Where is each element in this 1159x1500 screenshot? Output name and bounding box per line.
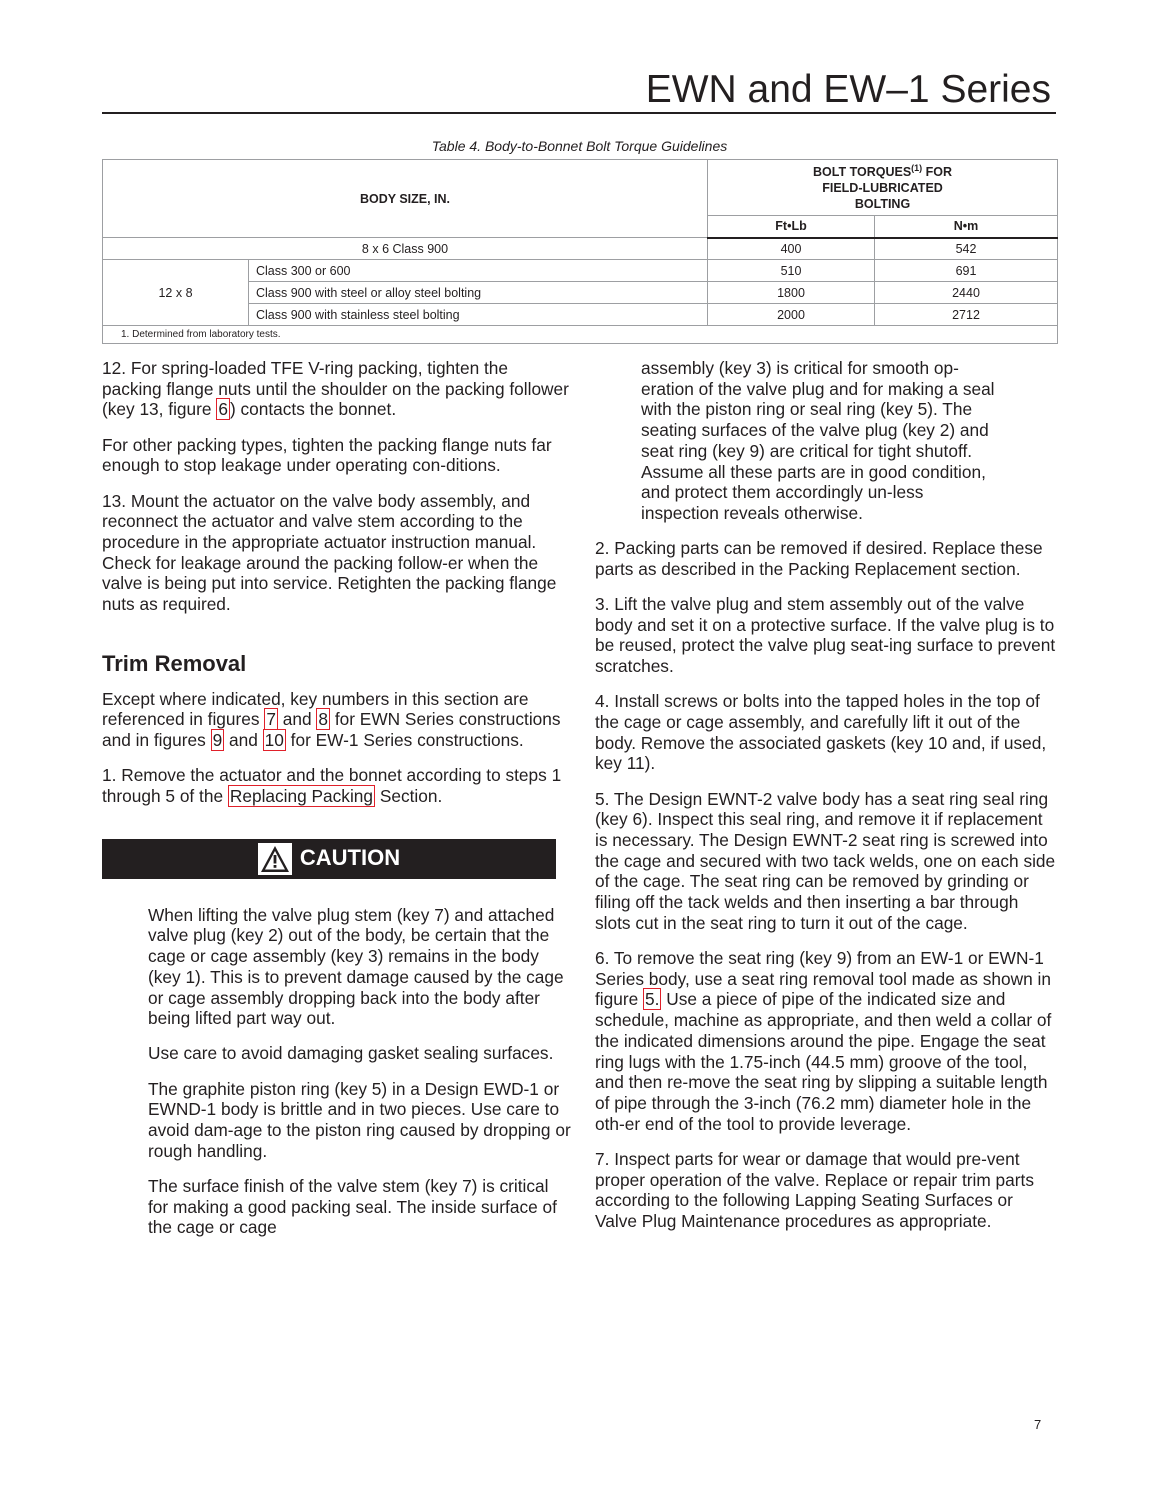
table-row [103,260,1058,282]
step-12-text-b: ) contacts the bonnet. [229,399,397,420]
step-6-paragraph [595,948,1057,1134]
step-2-paragraph: 2. Packing parts can be removed if desired. Replace these parts as described in the Packing Replacement section. [595,538,1043,579]
table-caption: Table 4. Body-to-Bonnet Bolt Torque Guidelines [431,138,728,154]
torque-header-line1: BOLT TORQUES [813,164,912,179]
step-6-text-a: 6. To remove the seat ring (key 9) from an EW-1 or EWN-1 Series body, use a seat ring removal tool made as shown in figure [595,948,1051,1010]
page-number: 7 [1034,1417,1042,1432]
torque-header-line2: FIELD-LUBRICATED [822,180,943,195]
row-nm: 691 [875,260,1058,282]
caution-paragraph: Use care to avoid damaging gasket sealing surfaces. [148,1043,554,1064]
intro-text-e: for EW-1 Series constructions. [285,730,524,751]
step-1-text-b: Section. [375,786,443,807]
row-ftlb: 400 [708,238,875,260]
unit-ftlb: Ft•Lb [708,216,875,238]
other-packing-paragraph: For other packing types, tighten the packing flange nuts far enough to stop leakage under operating con-ditions. [102,434,552,476]
figure-7-link[interactable]: 7 [266,709,276,730]
caution-banner [102,839,556,879]
caution-paragraph: The graphite piston ring (key 5) in a Design EWD-1 or EWND-1 body is brittle and in two pieces. Use care to avoid dam-age to the piston ring caused by dropping or rough handling. [148,1078,571,1161]
step-13-paragraph: 13. Mount the actuator on the valve body assembly, and reconnect the actuator and valve stem according to the procedure in the appropriate actuator instruction manual. Check for leakage around the packing follow-er when the valve is being put into service. Retighten the packing flange nuts as required. [102,490,557,615]
row-ftlb: 2000 [708,304,875,326]
row-label: 8 x 6 Class 900 [103,238,708,260]
step-4-paragraph: 4. Install screws or bolts into the tapped holes in the top of the cage or cage assembly, and carefully lift it out of the body. Remove the associated gaskets (key 10 and, if used, key 11). [595,691,1047,774]
table-row [103,238,1058,260]
intro-text-b: and [277,709,317,730]
table-header-row [103,160,1058,216]
torque-header-line3: BOLTING [854,196,911,211]
document-title: EWN and EW–1 Series [645,68,1051,111]
step-1-paragraph [102,765,572,806]
row-nm: 2712 [875,304,1058,326]
intro-text-d: and [224,730,263,751]
figure-6-link[interactable]: 6 [218,399,228,420]
step-12-text-a: 12. For spring-loaded TFE V-ring packing, tighten the packing flange nuts until the shoulder on the packing follower (key 13, figure [102,358,569,420]
right-column [595,358,1065,1246]
row-label: Class 900 with stainless steel bolting [249,304,708,326]
unit-nm: N•m [875,216,1058,238]
caution-paragraph: When lifting the valve plug stem (key 7) and attached valve plug (key 2) out of the body, be certain that the cage or cage assembly (key 3) remains in the body (key 1). This is to prevent damage caused by the cage or cage assembly dropping back into the body after being lifted part way out. [148,904,564,1029]
section-heading-trim-removal: Trim Removal [102,650,247,676]
row-nm: 2440 [875,282,1058,304]
step-12-paragraph [102,358,572,420]
step-6-text-b: Use a piece of pipe of the indicated size and schedule, machine as appropriate, and then weld a collar of the indicated dimensions around the pipe. Engage the seat ring lugs with the 1.75-inch (44.5 mm) groove of the tool, and then re-move the seat ring by slipping a suitable length of pipe through the 3-inch (76.2 mm) diameter hole in the oth-er end of the tool to provide leverage. [595,989,1052,1134]
header-rule [102,112,1056,114]
footnote-marker: (1) [911,162,923,173]
figure-5-link[interactable]: 5. [645,989,660,1010]
step-3-paragraph: 3. Lift the valve plug and stem assembly out of the valve body and set it on a protective surface. If the valve plug is to be reused, protect the valve plug seat-ing surface to prevent scratches. [595,594,1056,677]
row-nm: 542 [875,238,1058,260]
figure-10-link[interactable]: 10 [264,730,284,751]
caution-body [102,905,572,1238]
caution-paragraph: The surface finish of the valve stem (key 7) is critical for making a good packing seal. The inside surface of the cage or cage [148,1175,557,1238]
figure-8-link[interactable]: 8 [318,709,329,730]
table-footnote-row [103,326,1058,344]
caution-label: CAUTION [299,845,401,871]
figure-9-link[interactable]: 9 [212,730,223,751]
torque-header-line1-suffix: FOR [922,164,953,179]
intro-text-c: for EWN Series constructions and in figures [102,709,561,751]
left-column [102,358,572,1253]
row-ftlb: 1800 [708,282,875,304]
row-label: Class 900 with steel or alloy steel bolting [249,282,708,304]
intro-paragraph [102,689,572,751]
replacing-packing-link[interactable]: Replacing Packing [229,786,374,807]
row-ftlb: 510 [708,260,875,282]
step-7-paragraph: 7. Inspect parts for wear or damage that would pre-vent proper operation of the valve. Replace or repair trim parts according to the following Lapping Seating Surfaces or Valve Plug Maintenance procedures as appropriate. [595,1148,1034,1232]
step-1-text-a: 1. Remove the actuator and the bonnet according to steps 1 through 5 of the [102,765,562,807]
body-size-header: BODY SIZE, IN. [103,160,708,238]
warning-triangle-icon [258,843,292,875]
group-label: 12 x 8 [103,260,249,326]
bolt-torque-table [102,159,1058,344]
bolt-torques-header [708,160,1058,216]
caution-continued-paragraph: assembly (key 3) is critical for smooth op-eration of the valve plug and for making a seal with the piston ring or seal ring (key 5). The seating surfaces of the valve plug (key 2) and seat ring (key 9) are critical for tight shutoff. Assume all these parts are in good condition, and protect them accordingly un-less inspection reveals otherwise. [641,358,995,523]
step-5-paragraph: 5. The Design EWNT-2 valve body has a seat ring seal ring (key 6). Inspect this seal ring, and remove it if replacement is necessary. The Design EWNT-2 seat ring is screwed into the cage and secured with two tack welds, one on each side of the cage. The seat ring can be removed by grinding or filing off the tack welds and then inserting a bar through slots cut in the seat ring to turn it out of the cage. [595,788,1056,933]
row-label: Class 300 or 600 [249,260,708,282]
intro-text-a: Except where indicated, key numbers in this section are referenced in figures [102,688,529,730]
table-footnote: 1. Determined from laboratory tests. [103,326,1058,344]
